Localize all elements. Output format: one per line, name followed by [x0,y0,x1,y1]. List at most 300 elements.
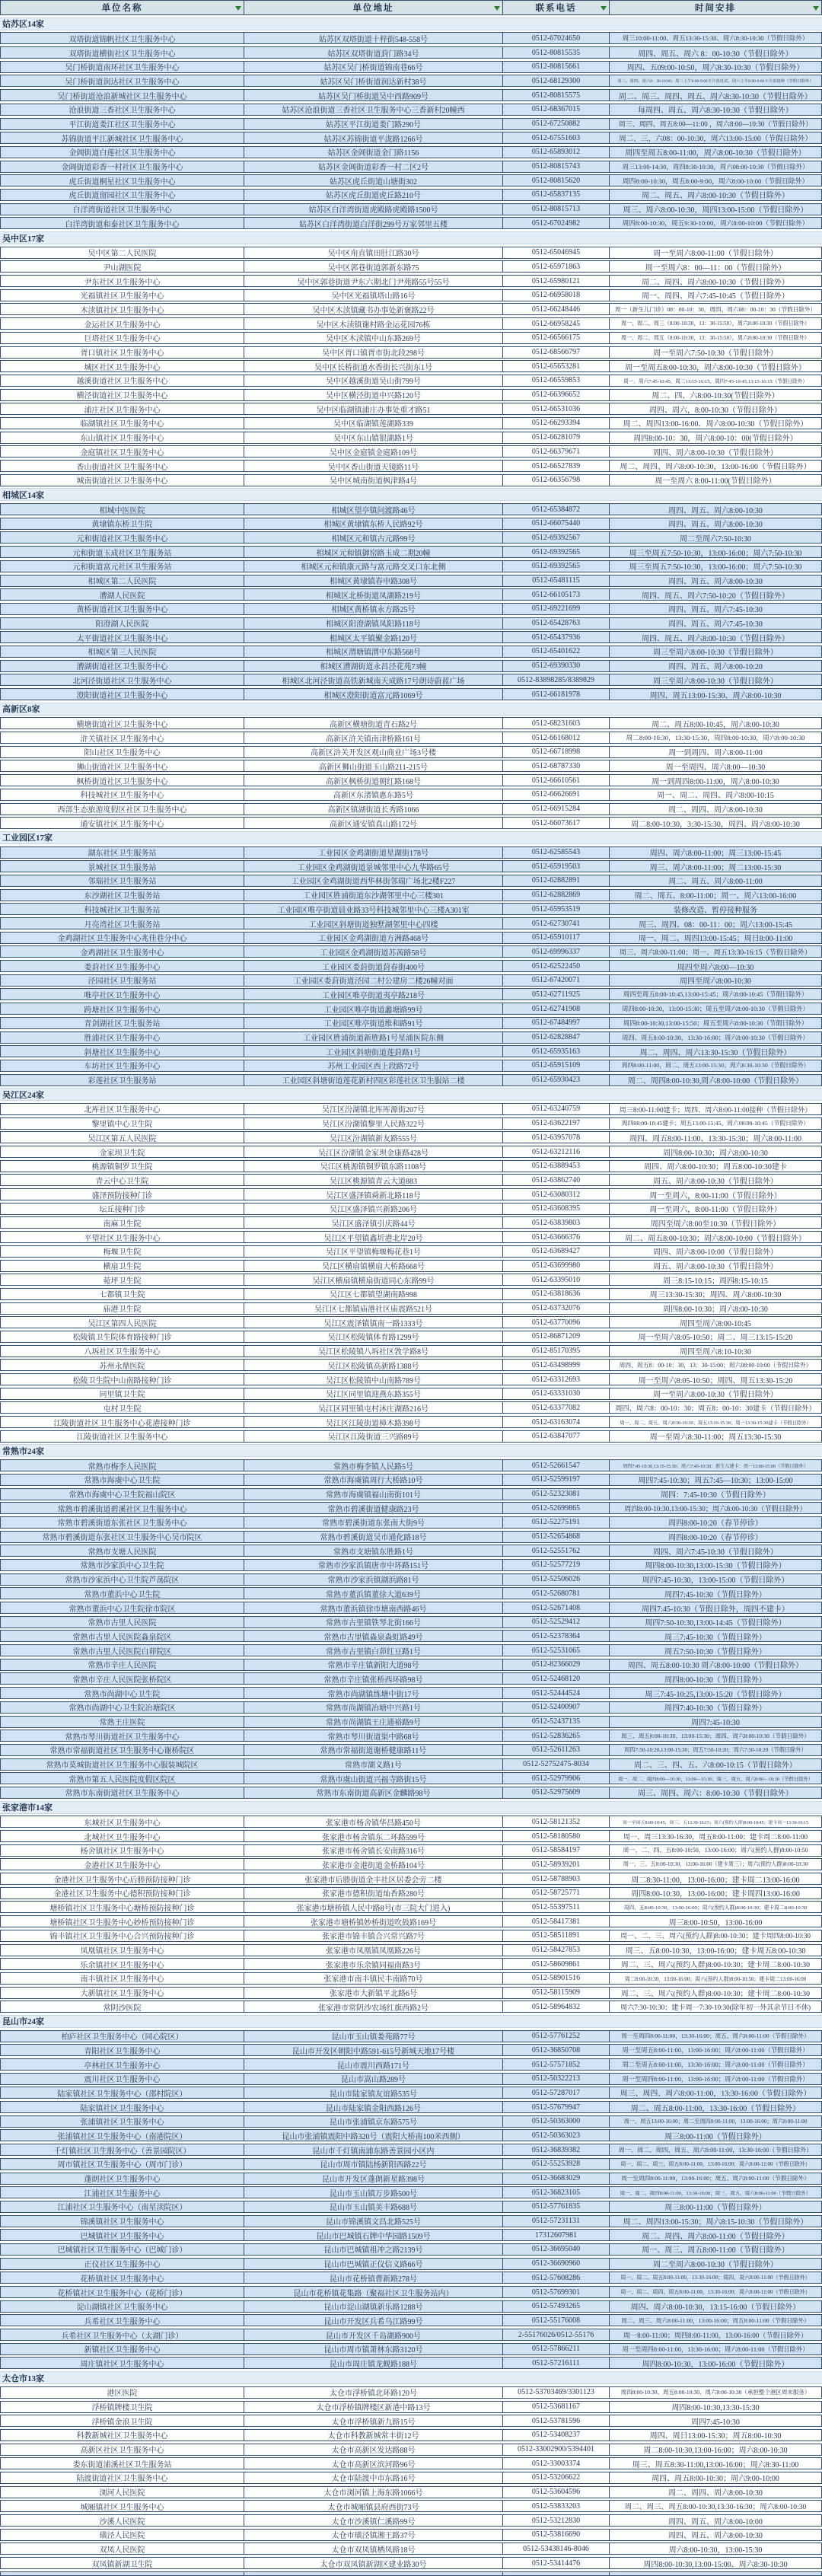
schedule-cell: 周一至周六8:05-10:50；周四、周五13:30-15:20 [638,1376,793,1385]
table-row [0,1644,822,1656]
unit-name-cell: 虎丘街道留园社区卫生服务中心 [1,190,244,200]
table-row [0,846,822,859]
unit-name-cell: 尹山湖医院 [1,261,244,272]
schedule-cell: 周四至周六8:00-10:30 [680,977,751,986]
unit-address-cell: 张家港市塘桥镇人民中路8号(市三院大门进入) [244,1902,503,1912]
unit-name-cell: 虎丘街道桐星社区卫生服务中心 [1,175,244,186]
schedule-cell: 周二、周五、周六8:00-11:00 [668,878,763,886]
schedule-cell: 周二、周四、周六8:00-10:30 [668,806,763,815]
section-title: 工业园区17家 [2,834,53,843]
schedule-cell: 周一至周五8:00-10:45，周三、五13:30-16:15；周六(预约人群)8:00-10:45；建卡周一13:30-16:15 [622,1820,809,1825]
schedule-cell: 周三7:45-10:25,13:00-15:20（节假日除外） [645,1690,786,1699]
phone-cell: 0512-65428763 [503,618,610,629]
schedule-cell: 周二8:00-10:30,13:00-16:00；周六8:00-10:30 [643,2447,788,2455]
schedule-cell: 周三、周四、周六8:00-11:00，13:30-16:00（节假日除外） [620,2090,811,2099]
schedule-cell: 周三、周四、周五8:00—11:00 ，周六8:00—10:30（节假日除外） [618,120,813,128]
table-row [0,1316,822,1328]
table-header-row [0,0,822,15]
unit-address-cell: 昆山市震川西路171号 [244,2059,503,2070]
schedule-cell: 周五、周六8:00-10:30（节假日除外） [653,1177,778,1186]
table-row [0,1216,822,1229]
schedule-cell: 周三10:00-11:00、周五13:30-15:30、周六8:30-10:30（节假日除外） [622,35,809,43]
unit-address-cell: 常熟市尚湖镇王庄通裕路9号 [244,1717,503,1727]
unit-address-cell: 太仓市科教新城常丰街12号 [244,2430,503,2441]
table-row [0,2329,822,2341]
table-row [0,174,822,187]
phone-cell: 0512-50363023 [503,2130,610,2141]
unit-name-cell: 景城社区卫生服务站 [1,861,244,872]
unit-name-cell: 青阳社区卫生服务中心 [1,2045,244,2055]
unit-address-cell: 姑苏区苏锦街道平泷路1266号 [244,132,503,143]
section-title: 张家港市14家 [2,1803,53,1813]
unit-address-cell: 吴江区江陵街道三兴路89号 [244,1431,503,1442]
unit-name-cell: 常熟市东南街道社区卫生服务中心 [1,1787,244,1798]
phone-cell: 0512-66105173 [503,589,610,600]
schedule-cell: 周六7:30-10:30；建卡周一7:30-10:30(除年初一外其余节日不休) [620,2003,811,2011]
unit-address-cell: 常熟市沙家浜镇唐市中环路151号 [244,1560,503,1570]
phone-cell: 0512-57231131 [503,2216,610,2227]
phone-cell: 0512-80815713 [503,204,610,215]
schedule-cell: 周三、周五8:30-11:00,13:00-16:00；周六8:30-11:00 [632,2460,799,2469]
filter-dropdown-icon[interactable] [813,6,819,11]
unit-address-cell: 常熟市沙家浜镇湖浜路81号 [244,1574,503,1585]
schedule-cell: 周一至周六7:50-10:30（节假日除外） [653,349,778,358]
unit-address-cell: 太仓市沙溪镇仁溪路99号 [244,2515,503,2526]
phone-cell: 0512-63163074 [503,1417,610,1427]
unit-name-cell: 横泾街道社区卫生服务中心 [1,390,244,400]
unit-name-cell: 吴中区第二人民医院 [1,247,244,258]
unit-name-cell: 周庄镇社区卫生服务中心 [1,2358,244,2368]
unit-name-cell: 震川社区卫生服务中心 [1,2074,244,2084]
table-row [0,1616,822,1628]
unit-name-cell: 横塘街道社区卫生服务中心 [1,718,244,728]
unit-name-cell: 月亮湾社区卫生服务站 [1,918,244,929]
unit-name-cell: 陆家镇社区卫生服务中心 [1,2102,244,2112]
table-row [0,1787,822,1799]
unit-name-cell: 常熟市尚湖中心卫生院冶塘院区 [1,1702,244,1713]
unit-name-cell: 张浦镇社区卫生服务中心（南港院区） [1,2130,244,2141]
unit-name-cell: 梅堰卫生院 [1,1246,244,1257]
unit-address-cell: 吴江区汾湖镇北厍厍源街207号 [244,1104,503,1114]
unit-address-cell: 吴江区七都镇望湖南路998 [244,1289,503,1299]
schedule-cell: 周四、周五、周六8:00-10:20 [668,663,763,671]
phone-cell: 0512-66531036 [503,403,610,414]
phone-cell: 0512-65930423 [503,1075,610,1086]
unit-name-cell: 北厍社区卫生服务中心 [1,1104,244,1114]
unit-address-cell: 工业园区娄葑街道葑春街400号 [244,961,503,971]
unit-name-cell: 科技城社区卫生服务站 [1,904,244,914]
unit-address-cell: 相城区黄埭镇春申路308号 [244,575,503,586]
col-header-unit-name [1,1,244,14]
phone-cell: 0512-65046945 [503,247,610,258]
phone-cell: 0512-68231603 [503,718,610,728]
table-row [0,2557,822,2569]
phone-cell: 0512-52323081 [503,1489,610,1500]
schedule-cell: 周五、周六8:00-10:30（节假日除外） [653,1263,778,1271]
unit-name-cell: 高新区社区卫生服务中心 [1,2444,244,2455]
unit-name-cell: 阳澄湖人民医院 [1,618,244,629]
unit-address-cell: 吴中区郭巷街道郭新东路75 [244,261,503,272]
phone-cell: 0512-52836265 [503,1730,610,1741]
phone-cell: 0512-58788903 [503,1873,610,1884]
schedule-cell: 周一至周六8：00—11：00（节假日除外） [645,263,786,273]
phone-cell: 0512-63240759 [503,1104,610,1114]
phone-cell: 0512-55176008 [503,2315,610,2326]
unit-address-cell: 工业园区金鸡湖街道景城邻里中心九华路65号 [244,861,503,872]
unit-address-cell: 常熟市董浜镇徐市塘南西路46号 [244,1602,503,1613]
unit-name-cell: 锦溪镇社区卫生服务中心 [1,2216,244,2227]
phone-cell: 0512-66073617 [503,818,610,828]
phone-cell: 0512-63818636 [503,1289,610,1299]
unit-address-cell: 吴中区甪直镇田肚江路30号 [244,247,503,258]
unit-address-cell: 高新区狮山街道玉山路211-215号 [244,760,503,771]
unit-address-cell: 相城区太平镇聚金路120号 [244,632,503,642]
unit-name-cell: 吴门桥街道南环社区卫生服务中心 [1,62,244,72]
unit-name-cell: 胜浦社区卫生服务中心 [1,1032,244,1043]
unit-name-cell: 常熟市琴川街道社区卫生服务中心 [1,1730,244,1741]
table-row [0,260,822,273]
unit-name-cell: 塘桥镇社区卫生服务中心妙桥预防接种门诊 [1,1916,244,1927]
schedule-cell: 周一、周二、周五8:00-11:00，13:30-16:00；周四、周六8:00-11:00（节假日除外） [620,2275,811,2281]
schedule-cell: 周四8:00-10:30（节假日除外） [664,1675,766,1685]
schedule-cell: 周四8:00-10:30,13:00-15:30；周六8:00-10:30（节假日除外） [624,1506,807,1514]
phone-cell: 0512-57216111 [503,2358,610,2368]
table-row [0,560,822,572]
unit-address-cell: 工业园区唯亭街道晨业路33号科技城邻里中心三楼A301室 [244,904,503,914]
unit-name-cell: 白洋湾街道社区卫生服务中心 [1,204,244,215]
unit-address-cell: 常熟市古里镇白茆红豆路1号 [244,1645,503,1656]
phone-cell: 0512-57699301 [503,2287,610,2297]
table-row [0,2343,822,2355]
section-header-row [0,18,822,30]
section-header-row [0,831,822,844]
unit-address-cell: 高新区镇湖街道长秀路1066 [244,804,503,815]
table-row [0,474,822,486]
phone-cell: 0512-58511891 [503,1930,610,1941]
unit-address-cell: 吴江区松陵镇中山南路789号 [244,1374,503,1385]
schedule-cell: 周四08:00-10:45建卡；周五13:00-15:45、周六08:00-10:45（节假日除外） [621,1120,810,1127]
phone-cell: 0512-65935163 [503,1046,610,1057]
table-row [0,1274,822,1286]
phone-cell: 0512-68566797 [503,347,610,358]
table-row-cutoff [0,2571,822,2576]
unit-address-cell: 工业园区胜浦街道新胜路1号星浦医院东侧 [244,1032,503,1043]
unit-address-cell: 吴中区越溪街道吴山街799号 [244,375,503,386]
unit-address-cell: 张家港市锦丰镇合兴常兴路7号 [244,1930,503,1941]
unit-address-cell: 太仓市浮桥镇新九路15号 [244,2415,503,2426]
phone-cell: 0512-68129300 [503,75,610,86]
unit-address-cell: 张家港市常阴沙农场红旗西路2号 [244,2001,503,2012]
table-row [0,1873,822,1885]
schedule-cell: 周一、三、五8:00-10:30，13:00-16:00（建卡周三）；周六(预约人群)8:00-10:30 [623,1861,808,1868]
table-row [0,588,822,601]
unit-address-cell: 太仓市浮桥镇北环路120号 [244,2387,503,2398]
table-row [0,360,822,372]
unit-name-cell: 盛泽预防接种门诊 [1,1189,244,1200]
schedule-cell: 周二至周六8:00-10:30（节假日除外） [653,2261,778,2269]
phone-cell: 0512-62711925 [503,989,610,999]
unit-name-cell: 临湖镇社区卫生服务中心 [1,418,244,429]
section-title: 常熟市24家 [2,1446,44,1456]
unit-address-cell: 昆山市花桥镇曹新路278号 [244,2272,503,2283]
unit-address-cell: 高新区枫桥街道朝红路168号 [244,775,503,786]
phone-cell: 0512-63839803 [503,1217,610,1228]
table-row [0,332,822,344]
phone-cell: 0512-67024650 [503,33,610,43]
phone-cell: 0512-52654868 [503,1532,610,1542]
unit-name-cell: 浦庄社区卫生服务中心 [1,403,244,414]
unit-address-cell: 吴江区盛泽镇引庆路44号 [244,1217,503,1228]
phone-cell: 0512-66958018 [503,290,610,301]
table-row [0,1830,822,1842]
table-row [0,1373,822,1385]
section-header-row [0,703,822,716]
unit-address-cell: 太仓市陆渡中市东路16号 [244,2472,503,2483]
phone-cell: 0512-66559853 [503,375,610,386]
schedule-cell: 周二、周四、周六8:00-10:30（节假日除外） [642,278,789,287]
table-row [0,2215,822,2227]
unit-address-cell: 姑苏区双塔街道葑门路34号 [244,47,503,58]
schedule-cell: 周二8:00-10:30，13:30-15:30，周四8:00-10:30，周六8:00-10:30 [626,734,805,742]
phone-cell: 0512-65653281 [503,361,610,371]
phone-cell: 0512-66356798 [503,475,610,486]
schedule-cell: 周四8:00-10:20（春节停诊） [668,1519,763,1528]
unit-name-cell: 吴门桥街道沧浪新城社区卫生服务中心 [1,90,244,100]
unit-address-cell: 常熟市支塘镇东胜路1号 [244,1545,503,1556]
phone-cell: 0512-62585543 [503,847,610,858]
table-row [0,1359,822,1371]
table-row [0,2486,822,2498]
filter-dropdown-icon[interactable] [601,6,607,11]
table-row [0,1573,822,1586]
schedule-cell: 周四8:00-10:30，13:00-16:00；建卡周四13:00-16:00 [631,1890,800,1899]
phone-cell: 0512-65980121 [503,276,610,286]
unit-address-cell: 太仓市城厢镇县府西街73号 [244,2501,503,2511]
schedule-cell: 周三、周四、周六：8:00-10:30（节假日除外） [638,1790,793,1798]
table-row [0,1031,822,1044]
schedule-cell: 周三7:45-10:30（节假日除外） [664,1633,766,1642]
table-row [0,974,822,987]
section-title: 昆山市24家 [2,2017,44,2027]
schedule-cell: 周四8:00-10:20（春节停诊） [668,1534,763,1542]
phone-cell: 17312607981 [503,2230,610,2240]
schedule-cell: 周三8:00-11:00（节假日除外） [664,2132,766,2141]
phone-cell: 0512-53206622 [503,2472,610,2483]
phone-cell: 0512-80815535 [503,47,610,58]
schedule-cell: 周二、周五、8:00-11:00；周一、周六13:00-16:00 [634,892,797,901]
table-row [0,1302,822,1315]
table-row [0,432,822,444]
unit-name-cell: 南丰镇社区卫生服务中心 [1,1973,244,1984]
table-row [0,2173,822,2185]
unit-name-cell: 常熟市海虞中心卫生院福山院区 [1,1489,244,1500]
schedule-cell: 周二、三、周六(预约人群)8:00-10:30；建卡周二8:00-10:30 [620,1961,811,1970]
phone-cell: 0512-65910117 [503,933,610,943]
unit-name-cell: 兵希社区卫生服务中心（太湖门诊） [1,2329,244,2340]
unit-address-cell: 工业园区斜塘街道莲花新村四区彩莲社区卫生服站二楼 [244,1075,503,1086]
unit-name-cell: 新镇社区卫生服务中心 [1,2344,244,2354]
table-row [0,2386,822,2399]
unit-name-cell: 平望社区卫生服务中心 [1,1232,244,1242]
unit-name-cell: 娄葑社区卫生服务中心 [1,961,244,971]
phone-cell: 0512-33002900/5394401 [503,2444,610,2455]
unit-name-cell: 江陵街道社区卫生服务中心 [1,1431,244,1442]
schedule-cell: 周二8:00-10:30，3:30-15:30，周四、周六8:00-10:30 [631,820,800,829]
phone-cell: 0512-58121352 [503,1816,610,1827]
section-title: 太仓市13家 [2,2374,44,2383]
unit-address-cell: 工业园区唯亭街道夷亭路218号 [244,989,503,999]
unit-name-cell: 常熟市古里人民医院 [1,1617,244,1628]
unit-name-cell: 金鸡湖社区卫生服务中心 [1,946,244,957]
phone-cell: 0512-66527839 [503,461,610,471]
schedule-cell: 周一至周六8:05-10:50；周二、周三13:15-15:20 [638,1334,793,1342]
schedule-cell: 周二、三、六08：00-10:30，周六13:00-15:00（节假日除外） [619,135,812,144]
unit-address-cell: 吴中区临湖镇浦庄办事处重才路51 [244,403,503,414]
schedule-cell: 周二、周五、周六8:00-10:30（节假日除外） [642,192,789,200]
unit-name-cell: 塘桥镇社区卫生服务中心塘桥预防接种门诊 [1,1902,244,1912]
schedule-cell: 周二、周五8:00-11:00，13:30-16:00（节假日除外） [630,2104,801,2113]
schedule-cell: 周一至周六8:30-11:00；周五13:30-15:30 [649,1433,782,1442]
phone-cell: 0512-67250882 [503,119,610,129]
table-row [0,275,822,287]
table-row [0,1203,822,1215]
table-row [0,1388,822,1400]
schedule-cell: 周三8:00-11:00建卡；周四、周六8:00-11:00接种（节假日除外） [619,1105,812,1114]
filter-dropdown-icon[interactable] [235,6,241,11]
phone-cell: 0512-62828847 [503,1032,610,1043]
schedule-cell: 周一（新生儿门诊）08：00-10：30，周四、周六08：00-10：30（节假日除外） [614,305,817,313]
table-row [0,217,822,229]
table-row [0,1772,822,1784]
col-header-unit-name-label: 单位名称 [101,4,143,13]
unit-address-cell: 高新区浒关镇南津桥路161号 [244,732,503,743]
phone-cell: 0512-53414476 [503,2558,610,2568]
table-row [0,1146,822,1158]
unit-address-cell: 吴江区汾湖镇黎里人民路322号 [244,1118,503,1129]
unit-address-cell: 吴江区七都镇庙港社区庙震路521号 [244,1303,503,1314]
schedule-cell: 周四、周日13:00-15:30；周五8:00-10:30 [649,2432,782,2441]
unit-address-cell: 昆山市巴城镇祖冲之路2139号 [244,2244,503,2255]
table-row [0,2101,822,2113]
table-row [0,1758,822,1771]
schedule-cell: 周四至周五8:00-10:45,13:00-15:45；周六8:00-10:45（节假日除外） [623,991,808,999]
unit-address-cell: 工业园区金鸡湖街道星湖街178号 [244,847,503,858]
unit-address-cell: 姑苏区白洋湾街道虎殿路虎殿路1500号 [244,204,503,215]
unit-name-cell: 柏庐社区卫生服务中心（同心院区） [1,2031,244,2042]
phone-cell: 0512-66610561 [503,775,610,786]
schedule-cell: 周一至周四8:00-11:00，13:00-16:00；周六8:00-11:00（节假日除外） [622,2075,809,2083]
unit-address-cell: 常熟市古里镇淼泉淼虹路49号 [244,1631,503,1641]
table-row [0,46,822,59]
schedule-cell: 周四8:00-10:30,13:30-15:30 [671,2404,760,2412]
table-row [0,988,822,1000]
unit-address-cell: 吴江区盛泽镇兴新路206号 [244,1204,503,1214]
table-row [0,1401,822,1414]
filter-dropdown-icon[interactable] [494,6,500,11]
unit-name-cell: 千灯镇社区卫生服务中心（善景园院区） [1,2144,244,2155]
table-row [0,2229,822,2241]
phone-cell: 0512-69390330 [503,661,610,671]
unit-address-cell: 工业园区斜塘街道独墅湖邻里中心四楼 [244,918,503,929]
schedule-cell: 周一至周四8:00-11:00，13:00-16:00；周五、周六8:00-11:00（节假日除外） [621,2175,810,2182]
phone-cell: 0512-52378364 [503,1631,610,1641]
table-row [0,2514,822,2527]
unit-address-cell: 常熟市碧溪街道健康路23号 [244,1503,503,1513]
table-row [0,646,822,658]
unit-name-cell: 菀坪卫生院 [1,1274,244,1285]
unit-address-cell: 相城区澄阳街道富元路1069号 [244,689,503,700]
phone-cell: 0512-53833203 [503,2501,610,2511]
schedule-cell: 周一、周三13:30-16:30，周五8:00-11:00；建卡周二8:00-11:00 [623,1832,808,1841]
table-row [0,1117,822,1130]
phone-cell: 0512-63689427 [503,1246,610,1257]
schedule-cell: 周四7:45-10:30 [691,1719,740,1727]
schedule-cell: 周二至周六7:50-10:30 [680,534,751,544]
unit-address-cell: 相城区黄桥镇永方路25号 [244,604,503,614]
unit-name-cell: 巨塔社区卫生服务中心 [1,333,244,343]
table-row [0,1987,822,1999]
phone-cell: 0512-63498999 [503,1360,610,1370]
phone-cell: 0512-57287017 [503,2087,610,2098]
unit-address-cell: 工业园区斜塘街道莲葑路1号 [244,1046,503,1057]
table-row [0,289,822,301]
schedule-cell: 周四、周五、周六8:00-10:30 [668,578,763,586]
schedule-cell: 周四7:45-10:30；周五7:45—10:30；13:00-15:00 [638,1477,793,1485]
phone-cell: 0512-53816690 [503,2530,610,2540]
table-row [0,1331,822,1343]
phone-cell: 0512-66396652 [503,390,610,400]
table-row [0,1345,822,1357]
table-row [0,161,822,173]
unit-name-cell: 金阊街道白莲社区卫生服务中心 [1,147,244,158]
schedule-cell: 周三13:30-15:30；周四、周六8:00-10:30 [649,1291,782,1299]
unit-address-cell: 昆山市淀山湖镇新乐路1288号 [244,2301,503,2312]
unit-name-cell: 杨舍镇社区卫生服务中心 [1,1845,244,1856]
schedule-cell: 周六8:00-10:30，13:00-15:30 [668,2546,763,2555]
section-header-row [0,2015,822,2028]
phone-cell: 0512-66181978 [503,689,610,700]
schedule-cell: 装修改造、暂停接种服务 [674,906,757,915]
unit-name-cell: 常熟市支塘人民医院 [1,1545,244,1556]
unit-name-cell: 金运社区卫生服务中心 [1,318,244,329]
unit-address-cell: 常熟市尚湖镇冶塘中兴路1号 [244,1702,503,1713]
table-row [0,746,822,758]
schedule-cell: 周四、周五8：00-10：30，13：30-15:00；周六08:00-10:00（节假日除外） [619,1361,812,1369]
unit-address-cell: 张家港市塘桥镇妙桥街道吹鼓路169号 [244,1916,503,1927]
unit-name-cell: 浮桥镇牌楼卫生院 [1,2402,244,2412]
schedule-cell: 周一、周二、周四8:00—10:30、13:00—15:30；周三、周五、周六8:00—10:30（节假日除外） [617,1776,814,1782]
unit-address-cell: 吴江区汾湖镇新友路555号 [244,1132,503,1143]
unit-name-cell: 坛丘接种门诊 [1,1204,244,1214]
unit-address-cell: 相城区漕湖街道永昌泾花苑73幢 [244,661,503,671]
unit-name-cell: 常熟市碧溪街道碧溪社区卫生服务中心 [1,1503,244,1513]
schedule-cell: 周二、周四、周六8:00-10:30，13:00-16:00（节假日除外） [620,463,811,471]
unit-address-cell: 昆山市张浦镇震阳中路320号（震阳大桥南100米西侧） [244,2130,503,2141]
phone-cell: 0512-80815575 [503,90,610,100]
unit-address-cell: 昆山市巴城镇石牌中华园路1509号 [244,2230,503,2240]
table-row [0,817,822,829]
phone-cell: 0512-67551603 [503,132,610,143]
schedule-cell: 周一、周六7:45-10:45，周二13:15-16:15，周四7:45-10:45,13:15-16:15（节假日除外） [623,378,808,384]
table-row [0,546,822,558]
table-row [0,932,822,944]
unit-name-cell: 邻瑞社区卫生服务站 [1,875,244,886]
schedule-cell: 周一、周二、周五（8:00-10:30，13：30-15:50），周六8:00-10:30（节假日除外） [620,334,811,341]
phone-cell: 0512-65437936 [503,632,610,642]
unit-name-cell: 双凤镇新湖卫生院 [1,2558,244,2568]
schedule-cell: 周一、周二、周四、周六8:00-10:15 [657,792,774,800]
unit-address-cell: 相城区元和镇御窑路玉成二期20幢 [244,547,503,557]
